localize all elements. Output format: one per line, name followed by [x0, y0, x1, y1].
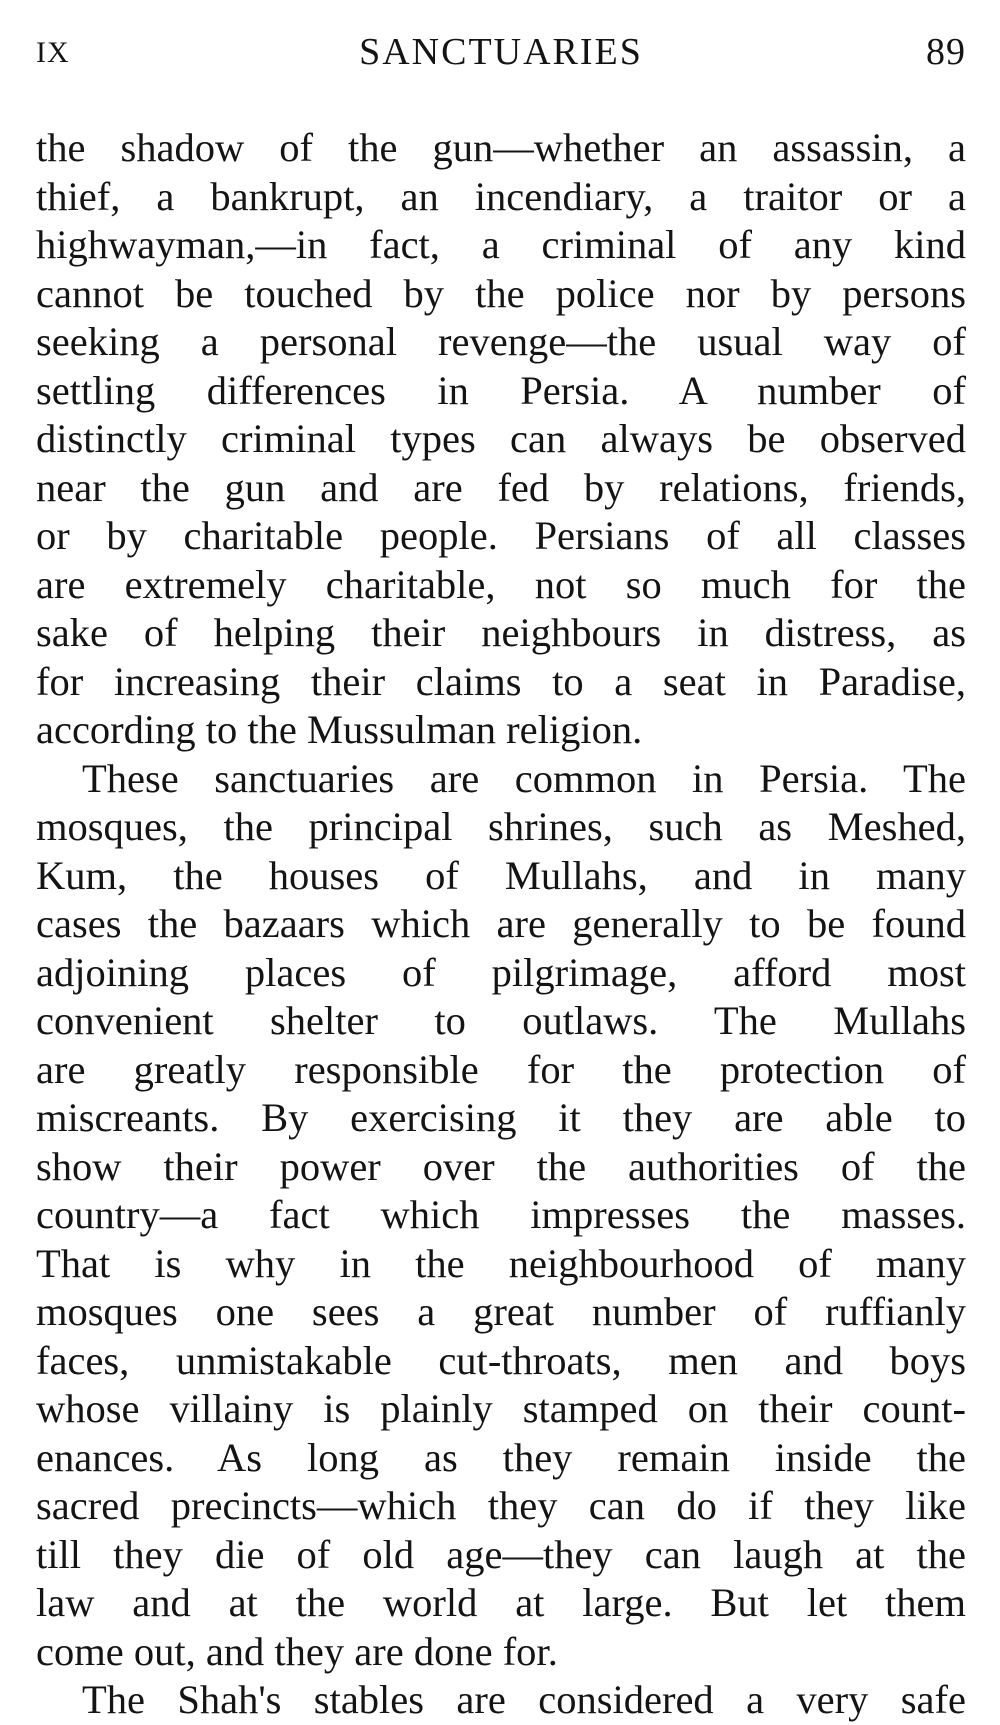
text-line: distinctly criminal types can always be observed	[36, 416, 966, 461]
text-line: thief, a bankrupt, an incendiary, a traitor or a	[36, 173, 966, 219]
text-line: That is why in the neighbourhood of many	[36, 1240, 966, 1286]
text-line: mosques one sees a great number of ruffianly	[36, 1289, 966, 1334]
text-line: highwayman,—in fact, a criminal of any kind	[36, 222, 966, 267]
text-line: enances. As long as they remain inside the	[36, 1434, 966, 1480]
paragraph-start-line: The Shah's stables are considered a very safe	[82, 1677, 966, 1722]
chapter-number: IX	[36, 36, 70, 69]
text-line: are greatly responsible for the protection of	[36, 1046, 966, 1092]
paragraph-end-line: according to the Mussulman religion.	[36, 707, 643, 752]
text-line: cannot be touched by the police nor by persons	[36, 270, 966, 316]
text-line: law and at the world at large. But let them	[36, 1580, 966, 1625]
text-line: or by charitable people. Persians of all classes	[36, 513, 966, 558]
text-line: the shadow of the gun—whether an assassin, a	[36, 125, 966, 170]
text-line: cases the bazaars which are generally to be found	[36, 901, 966, 946]
text-line: till they die of old age—they can laugh at the	[36, 1531, 966, 1577]
running-head	[36, 28, 966, 80]
paragraph-end-line: come out, and they are done for.	[36, 1628, 558, 1674]
body-text	[36, 124, 966, 1725]
page-number: 89	[926, 31, 966, 73]
text-line: convenient shelter to outlaws. The Mullahs	[36, 998, 966, 1043]
book-page	[36, 28, 966, 1725]
text-line: miscreants. By exercising it they are able to	[36, 1095, 966, 1140]
text-line: country—a fact which impresses the masses.	[36, 1192, 966, 1237]
text-line: mosques, the principal shrines, such as Meshed,	[36, 804, 966, 849]
paragraph-start-line: These sanctuaries are common in Persia. The	[82, 755, 966, 801]
text-line: settling differences in Persia. A number of	[36, 367, 966, 413]
text-line: whose villainy is plainly stamped on their count-	[36, 1386, 966, 1431]
text-line: adjoining places of pilgrimage, afford most	[36, 949, 966, 995]
running-title: SANCTUARIES	[359, 31, 643, 73]
text-line: seeking a personal revenge—the usual way of	[36, 319, 966, 364]
text-line: near the gun and are fed by relations, friends,	[36, 464, 966, 510]
text-line: for increasing their claims to a seat in Paradise,	[36, 658, 966, 704]
text-line: sacred precincts—which they can do if they like	[36, 1483, 966, 1528]
text-line: Kum, the houses of Mullahs, and in many	[36, 852, 966, 898]
text-line: sake of helping their neighbours in distress, as	[36, 610, 966, 655]
text-line: are extremely charitable, not so much for the	[36, 561, 966, 607]
text-line: show their power over the authorities of the	[36, 1143, 966, 1189]
text-line: faces, unmistakable cut-throats, men and boys	[36, 1337, 966, 1383]
